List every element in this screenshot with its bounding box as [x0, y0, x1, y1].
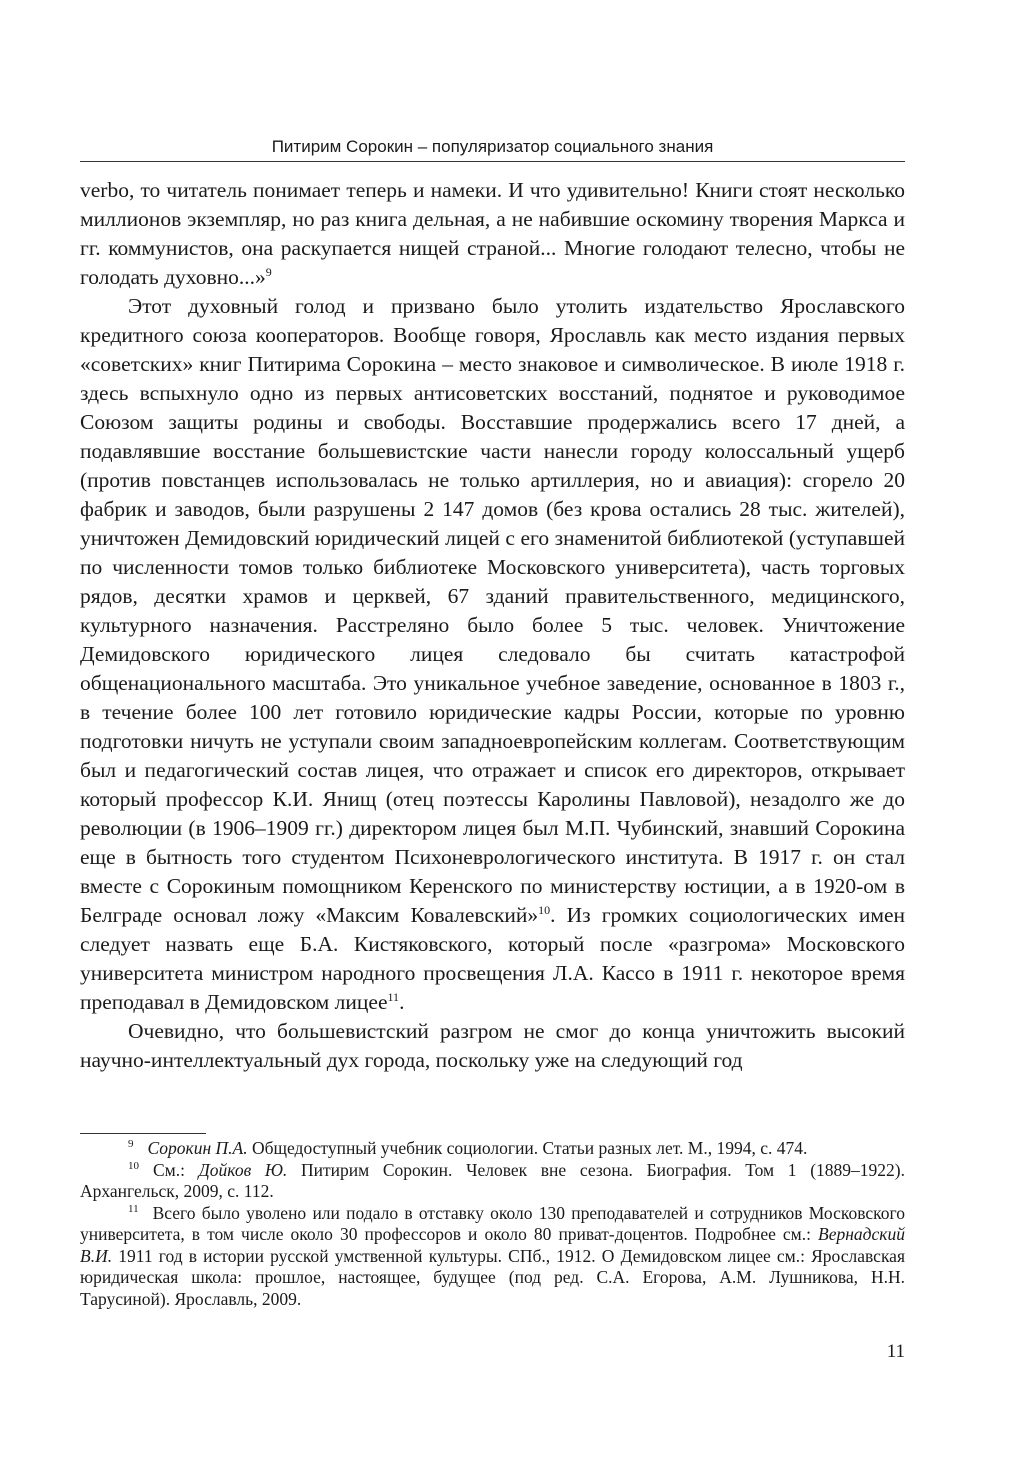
footnote-text: Общедоступный учебник социологии. Статьи разных лет. М., 1994, с. 474. — [247, 1138, 808, 1158]
footnote-ref-11[interactable]: 11 — [387, 989, 400, 1004]
footnote-author: Вернадский В.И. — [80, 1224, 905, 1266]
footnote-9 — [80, 1138, 905, 1160]
footnote-mark: 9 — [128, 1138, 134, 1151]
footnote-ref-9[interactable]: 9 — [265, 264, 272, 279]
paragraph-2 — [80, 292, 905, 1017]
footnote-author: Сорокин П.А. — [147, 1138, 248, 1158]
footnote-rule — [80, 1133, 206, 1134]
paragraph-1 — [80, 176, 905, 292]
footnotes — [80, 1138, 905, 1310]
footnote-text: Питирим Сорокин. Человек вне сезона. Биография. Том 1 (1889–1922). Архангельск, 2009, с. 112. — [80, 1159, 905, 1201]
footnote-10 — [80, 1160, 905, 1203]
paragraph-2-text-a: Этот духовный голод и призвано было утолить издательство Ярославского кредитного союза кооператоров. Вообще говоря, Ярославль как место издания первых «советских» книг Питирима Сорокина – место знаковое и символическое. В июле 1918 г. здесь вспыхнуло одно из первых антисоветских восстаний, поднятое и руководимое Союзом защиты родины и свободы. Восставшие продержались всего 17 дней, а подавлявшие восстание большевистские части нанесли городу колоссальный ущерб (против повстанцев использовалась не только артиллерия, но и авиация): сгорело 20 фабрик и заводов, были разрушены 2 147 домов (без крова остались 28 тыс. жителей), уничтожен Демидовский юридический лицей с его знаменитой библиотекой (уступавшей по численности томов только библиотеке Московского университета), часть торговых рядов, десятки храмов и церквей, 67 зданий правительственного, медицинского, культурного назначения. Расстреляно было более 5 тыс. человек. Уничтожение Демидовского юридического лицея следовало бы считать катастрофой общенационального масштаба. Это уникальное учебное заведение, основанное в 1803 г., в течение более 100 лет готовило юридические кадры России, которые по уровню подготовки ничуть не уступали своим западноевропейским коллегам. Соответствующим был и педагогический состав лицея, что отражает и список его директоров, открывает который профессор К.И. Янищ (отец поэтессы Каролины Павловой), незадолго же до революции (в 1906–1909 гг.) директором лицея был М.П. Чубинский, знавший Сорокина еще в бытность того студентом Психоневрологического института. В 1917 г. он стал вместе с Сорокиным помощником Керенского по министерству юстиции, а в 1920-ом в Белграде основал ложу «Максим Ковалевский» — [80, 294, 905, 927]
footnote-text-a: Всего было уволено или подало в отставку около 130 преподавателей и сотрудников Московского университета, в том числе около 30 профессоров и около 80 приват-доцентов. Подробнее см.: — [80, 1202, 905, 1244]
paragraph-2-text-c: . — [399, 990, 405, 1014]
running-title: Питирим Сорокин – популяризатор социального знания — [271, 137, 714, 156]
footnote-ref-10[interactable]: 10 — [538, 902, 551, 917]
footnote-mark: 10 — [128, 1159, 139, 1172]
paragraph-2-text-b: . Из громких социологических имен следует назвать еще Б.А. Кистяковского, который после «разгрома» Московского университета министром народного просвещения Л.А. Кассо в 1911 г. некоторое время преподавал в Демидовском лицее — [80, 903, 906, 1014]
main-text — [80, 176, 905, 1075]
page-number: 11 — [886, 1341, 905, 1362]
footnote-11 — [80, 1203, 905, 1311]
footnote-mark: 11 — [128, 1202, 139, 1215]
header-rule — [80, 161, 905, 162]
paragraph-1-text: verbo, то читатель понимает теперь и намеки. И что удивительно! Книги стоят несколько миллионов экземпляр, но раз книга дельная, а не набившие оскомину творения Маркса и гг. коммунистов, она раскупается нищей страной... Многие голодают телесно, чтобы не голодать духовно...» — [80, 178, 905, 289]
footnote-author: Дойков Ю. — [198, 1159, 288, 1180]
paragraph-3 — [80, 1017, 905, 1075]
footnote-prefix: См.: — [153, 1159, 199, 1180]
paragraph-3-text: Очевидно, что большевистский разгром не смог до конца уничтожить высокий научно-интеллектуальный дух города, поскольку уже на следующий год — [80, 1019, 905, 1072]
footnote-text-b: 1911 год в истории русской умственной культуры. СПб., 1912. О Демидовском лицее см.: Ярославская юридическая школа: прошлое, настоящее, будущее (под ред. С.А. Егорова, А.М. Лушникова, Н.Н. Тарусиной). Ярославль, 2009. — [80, 1245, 905, 1309]
